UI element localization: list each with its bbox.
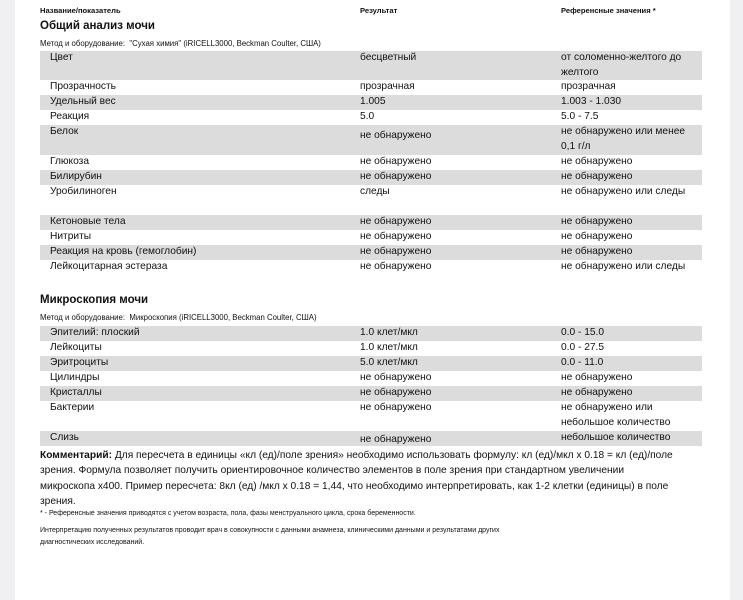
test-result: 1.0 клет/мкл (360, 327, 418, 338)
test-name: Уробилиноген (50, 186, 117, 197)
table-row (40, 95, 702, 110)
test-result: не обнаружено (360, 372, 432, 383)
table-row (40, 125, 702, 155)
test-reference: не обнаружено (561, 216, 633, 227)
test-reference: небольшое количество (561, 432, 671, 443)
test-result: не обнаружено (360, 402, 432, 413)
test-name: Лейкоцитарная эстераза (50, 261, 168, 272)
reference-footnote: * - Референсные значения приводятся с учетом возраста, пола, фазы менструального цикла, срока беременности. (40, 510, 416, 517)
test-reference: от соломенно-желтого до желтого (561, 52, 682, 78)
table-row (40, 431, 702, 446)
test-reference: 5.0 - 7.5 (561, 111, 599, 122)
table-row (40, 230, 702, 245)
table-row (40, 245, 702, 260)
test-reference: не обнаружено (561, 231, 633, 242)
method-line-urinalysis (40, 39, 321, 48)
test-name: Цилиндры (50, 372, 100, 383)
test-name: Реакция (50, 111, 90, 122)
table-row (40, 401, 702, 431)
table-row (40, 170, 702, 185)
lab-report-page (15, 0, 730, 600)
test-result: не обнаружено (360, 434, 432, 445)
test-reference: не обнаружено (561, 156, 633, 167)
test-result: не обнаружено (360, 231, 432, 242)
comment-label: Комментарий: (40, 450, 112, 461)
test-name: Прозрачность (50, 81, 116, 92)
table-row (40, 51, 702, 80)
test-result: 1.0 клет/мкл (360, 342, 418, 353)
test-name: Кристаллы (50, 387, 102, 398)
test-name: Слизь (50, 432, 79, 443)
test-reference: не обнаружено или небольшое количество (561, 402, 671, 428)
test-result: не обнаружено (360, 261, 432, 272)
test-result: не обнаружено (360, 156, 432, 167)
test-result: 1.005 (360, 96, 386, 107)
test-name: Глюкоза (50, 156, 89, 167)
test-name: Белок (50, 126, 79, 137)
section-title-microscopy: Микроскопия мочи (40, 294, 149, 306)
test-reference: 0.0 - 15.0 (561, 327, 605, 338)
test-reference: не обнаружено (561, 387, 633, 398)
table-row (40, 341, 702, 356)
test-result: 5.0 (360, 111, 375, 122)
test-reference: прозрачная (561, 81, 616, 92)
test-name: Реакция на кровь (гемоглобин) (50, 246, 197, 257)
test-reference: не обнаружено (561, 246, 633, 257)
comment-text: Для пересчета в единицы «кл (ед)/поле зрения» необходимо использовать формулу: кл (ед)/мкл х 0.18 = кл (ед)/поле зрения. Формула позволяет получить ориентировочное количество элементов в поле зрения при стандартном увеличении микроскопа х400. Пример пересчета: 8кл (ед) /мкл х 0.18 = 1,44, что необходимо интерпретировать, как 1-2 клетки (единицы) в поле зрения. (40, 450, 673, 508)
column-header-result: Результат (360, 6, 398, 15)
method-value: "Сухая химия" (iRICELL3000, Beckman Coulter, США) (129, 39, 321, 48)
method-line-microscopy (40, 313, 317, 322)
test-reference: не обнаружено или менее 0,1 г/л (561, 126, 686, 152)
section-title-urinalysis: Общий анализ мочи (40, 20, 155, 32)
test-name: Эритроциты (50, 357, 109, 368)
test-name: Билирубин (50, 171, 102, 182)
table-row (40, 386, 702, 401)
test-name: Удельный вес (50, 96, 116, 107)
test-result: следы (360, 186, 390, 197)
column-header-reference: Референсные значения * (561, 6, 656, 15)
column-header-name: Название/показатель (40, 6, 121, 15)
test-result: не обнаружено (360, 130, 432, 141)
test-name: Лейкоциты (50, 342, 102, 353)
test-reference: не обнаружено (561, 171, 633, 182)
test-name: Нитриты (50, 231, 92, 242)
interpretation-note: Интерпретацию полученных результатов проводит врач в совокупности с данными анамнеза, клиническими данными и результатами других диагностических исследований. (40, 527, 500, 546)
test-reference: 1.003 - 1.030 (561, 96, 622, 107)
table-row (40, 326, 702, 341)
test-reference: не обнаружено или следы (561, 186, 686, 197)
test-result: не обнаружено (360, 246, 432, 257)
method-label: Метод и оборудование: (40, 313, 126, 322)
test-reference: 0.0 - 11.0 (561, 357, 604, 368)
test-result: не обнаружено (360, 216, 432, 227)
test-name: Эпителий: плоский (50, 327, 140, 338)
test-result: бесцветный (360, 52, 417, 63)
test-result: прозрачная (360, 81, 415, 92)
table-row (40, 356, 702, 371)
test-result: 5.0 клет/мкл (360, 357, 418, 368)
table-row (40, 371, 702, 386)
table-row (40, 260, 702, 290)
test-name: Бактерии (50, 402, 95, 413)
table-row (40, 185, 702, 215)
test-result: не обнаружено (360, 171, 432, 182)
table-row (40, 215, 702, 230)
test-reference: не обнаружено или следы (561, 261, 686, 272)
method-label: Метод и оборудование: (40, 39, 126, 48)
test-name: Цвет (50, 52, 73, 63)
table-row (40, 155, 702, 170)
test-reference: не обнаружено (561, 372, 633, 383)
comment-block (40, 448, 680, 510)
test-name: Кетоновые тела (50, 216, 126, 227)
test-result: не обнаружено (360, 387, 432, 398)
test-reference: 0.0 - 27.5 (561, 342, 605, 353)
table-row (40, 110, 702, 125)
table-row (40, 80, 702, 95)
method-value: Микроскопия (iRICELL3000, Beckman Coulter, США) (129, 313, 317, 322)
